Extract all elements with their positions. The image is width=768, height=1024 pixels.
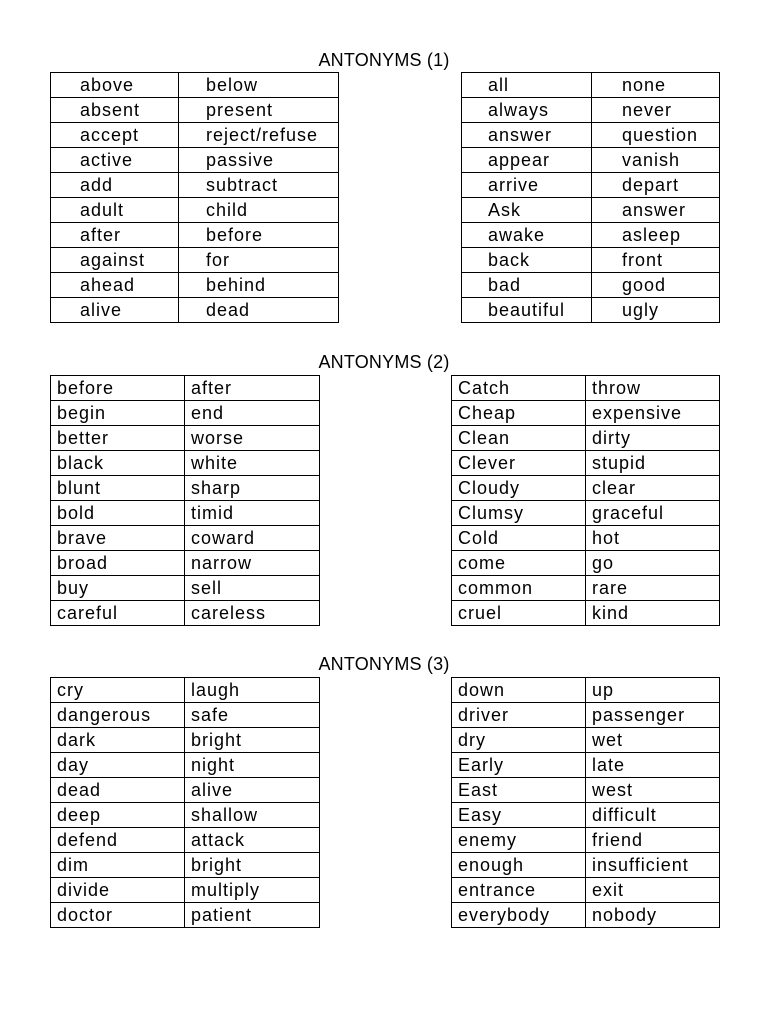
word-cell: broad <box>51 551 185 576</box>
antonym-cell: wet <box>586 728 720 753</box>
antonym-cell: bright <box>185 728 320 753</box>
word-cell: dark <box>51 728 185 753</box>
word-cell: come <box>452 551 586 576</box>
word-cell: before <box>51 376 185 401</box>
antonym-pair-row <box>51 526 320 551</box>
antonym-cell: end <box>185 401 320 426</box>
antonym-pair-row <box>452 401 720 426</box>
word-cell: East <box>452 778 586 803</box>
antonym-pair-row <box>452 703 720 728</box>
antonym-cell: careless <box>185 601 320 626</box>
antonym-pair-row <box>452 451 720 476</box>
word-cell: bold <box>51 501 185 526</box>
word-cell: cruel <box>452 601 586 626</box>
antonym-pair-row <box>51 601 320 626</box>
word-cell: above <box>51 73 179 98</box>
antonym-pair-row <box>452 728 720 753</box>
word-cell: active <box>51 148 179 173</box>
antonym-pair-row <box>51 198 339 223</box>
antonym-cell: subtract <box>179 173 339 198</box>
antonym-cell: narrow <box>185 551 320 576</box>
antonym-pair-row <box>51 828 320 853</box>
antonym-pair-row <box>462 298 720 323</box>
antonym-cell: passenger <box>586 703 720 728</box>
word-cell: better <box>51 426 185 451</box>
word-cell: Early <box>452 753 586 778</box>
word-cell: Easy <box>452 803 586 828</box>
antonym-cell: asleep <box>592 223 720 248</box>
antonym-pair-row <box>51 223 339 248</box>
antonym-pair-row <box>452 426 720 451</box>
antonym-pair-row <box>51 376 320 401</box>
antonym-pair-row <box>51 476 320 501</box>
antonym-cell: shallow <box>185 803 320 828</box>
antonym-pair-row <box>452 778 720 803</box>
antonym-pair-row <box>462 248 720 273</box>
antonym-cell: sell <box>185 576 320 601</box>
antonym-cell: dead <box>179 298 339 323</box>
antonym-pair-row <box>452 376 720 401</box>
word-cell: down <box>452 678 586 703</box>
antonym-pair-row <box>51 98 339 123</box>
antonym-pair-row <box>51 273 339 298</box>
word-cell: cry <box>51 678 185 703</box>
antonym-pair-row <box>51 803 320 828</box>
word-cell: after <box>51 223 179 248</box>
antonym-cell: present <box>179 98 339 123</box>
antonym-cell: alive <box>185 778 320 803</box>
antonym-pair-row <box>462 123 720 148</box>
word-cell: against <box>51 248 179 273</box>
word-cell: appear <box>462 148 592 173</box>
section-title: ANTONYMS (2) <box>318 352 450 372</box>
antonym-pair-row <box>51 728 320 753</box>
word-cell: deep <box>51 803 185 828</box>
word-cell: absent <box>51 98 179 123</box>
antonym-cell: exit <box>586 878 720 903</box>
antonym-cell: for <box>179 248 339 273</box>
antonym-pair-row <box>51 501 320 526</box>
antonym-table-right <box>451 375 720 626</box>
antonym-pair-row <box>452 576 720 601</box>
word-cell: awake <box>462 223 592 248</box>
antonym-pair-row <box>452 903 720 928</box>
antonym-cell: good <box>592 273 720 298</box>
antonym-cell: safe <box>185 703 320 728</box>
word-cell: defend <box>51 828 185 853</box>
antonym-cell: below <box>179 73 339 98</box>
antonym-cell: reject/refuse <box>179 123 339 148</box>
antonym-cell: patient <box>185 903 320 928</box>
antonym-cell: question <box>592 123 720 148</box>
word-cell: buy <box>51 576 185 601</box>
word-cell: dead <box>51 778 185 803</box>
word-cell: black <box>51 451 185 476</box>
section-title: ANTONYMS (1) <box>318 50 450 70</box>
antonym-pair-row <box>452 753 720 778</box>
antonym-pair-row <box>51 451 320 476</box>
antonym-table-right <box>451 677 720 928</box>
word-cell: day <box>51 753 185 778</box>
antonym-pair-row <box>51 298 339 323</box>
antonym-pair-row <box>462 198 720 223</box>
antonym-table-left <box>50 677 320 928</box>
antonym-pair-row <box>462 98 720 123</box>
word-cell: dim <box>51 853 185 878</box>
antonym-pair-row <box>51 778 320 803</box>
antonym-pair-row <box>452 476 720 501</box>
word-cell: Clean <box>452 426 586 451</box>
antonym-pair-row <box>51 401 320 426</box>
antonym-cell: front <box>592 248 720 273</box>
word-cell: bad <box>462 273 592 298</box>
antonym-pair-row <box>462 273 720 298</box>
antonym-pair-row <box>51 678 320 703</box>
antonym-pair-row <box>462 173 720 198</box>
antonym-cell: laugh <box>185 678 320 703</box>
antonym-pair-row <box>51 703 320 728</box>
antonym-cell: timid <box>185 501 320 526</box>
word-cell: add <box>51 173 179 198</box>
antonym-cell: attack <box>185 828 320 853</box>
word-cell: dry <box>452 728 586 753</box>
antonym-cell: rare <box>586 576 720 601</box>
antonym-cell: none <box>592 73 720 98</box>
antonym-cell: expensive <box>586 401 720 426</box>
antonym-table-left <box>50 72 339 323</box>
antonym-cell: passive <box>179 148 339 173</box>
antonym-cell: before <box>179 223 339 248</box>
antonym-pair-row <box>452 878 720 903</box>
antonym-cell: vanish <box>592 148 720 173</box>
antonym-cell: throw <box>586 376 720 401</box>
antonym-pair-row <box>51 123 339 148</box>
antonym-pair-row <box>51 551 320 576</box>
antonym-pair-row <box>462 223 720 248</box>
antonym-cell: dirty <box>586 426 720 451</box>
word-cell: beautiful <box>462 298 592 323</box>
word-cell: common <box>452 576 586 601</box>
antonym-cell: after <box>185 376 320 401</box>
antonym-pair-row <box>51 903 320 928</box>
word-cell: dangerous <box>51 703 185 728</box>
word-cell: blunt <box>51 476 185 501</box>
word-cell: divide <box>51 878 185 903</box>
word-cell: doctor <box>51 903 185 928</box>
antonym-pair-row <box>452 853 720 878</box>
word-cell: Ask <box>462 198 592 223</box>
antonym-pair-row <box>462 148 720 173</box>
word-cell: everybody <box>452 903 586 928</box>
word-cell: Clumsy <box>452 501 586 526</box>
word-cell: arrive <box>462 173 592 198</box>
antonym-cell: behind <box>179 273 339 298</box>
antonym-pair-row <box>452 678 720 703</box>
antonym-cell: west <box>586 778 720 803</box>
antonym-table-right <box>461 72 720 323</box>
antonym-pair-row <box>452 601 720 626</box>
antonym-cell: stupid <box>586 451 720 476</box>
section-title: ANTONYMS (3) <box>318 654 450 674</box>
word-cell: driver <box>452 703 586 728</box>
antonym-cell: coward <box>185 526 320 551</box>
word-cell: adult <box>51 198 179 223</box>
antonym-pair-row <box>51 73 339 98</box>
word-cell: entrance <box>452 878 586 903</box>
antonym-pair-row <box>51 853 320 878</box>
antonym-pair-row <box>51 148 339 173</box>
antonym-cell: friend <box>586 828 720 853</box>
antonym-cell: kind <box>586 601 720 626</box>
word-cell: brave <box>51 526 185 551</box>
antonym-cell: up <box>586 678 720 703</box>
antonym-cell: worse <box>185 426 320 451</box>
word-cell: accept <box>51 123 179 148</box>
word-cell: Cold <box>452 526 586 551</box>
antonym-cell: sharp <box>185 476 320 501</box>
antonym-cell: graceful <box>586 501 720 526</box>
word-cell: ahead <box>51 273 179 298</box>
antonym-cell: never <box>592 98 720 123</box>
antonym-cell: ugly <box>592 298 720 323</box>
antonym-pair-row <box>462 73 720 98</box>
word-cell: Cheap <box>452 401 586 426</box>
word-cell: alive <box>51 298 179 323</box>
word-cell: careful <box>51 601 185 626</box>
antonym-pair-row <box>51 426 320 451</box>
antonym-cell: hot <box>586 526 720 551</box>
antonym-cell: answer <box>592 198 720 223</box>
antonym-pair-row <box>51 753 320 778</box>
word-cell: always <box>462 98 592 123</box>
word-cell: Cloudy <box>452 476 586 501</box>
antonym-cell: night <box>185 753 320 778</box>
antonym-cell: difficult <box>586 803 720 828</box>
antonym-cell: white <box>185 451 320 476</box>
antonym-cell: nobody <box>586 903 720 928</box>
word-cell: enough <box>452 853 586 878</box>
antonym-cell: bright <box>185 853 320 878</box>
word-cell: all <box>462 73 592 98</box>
antonym-pair-row <box>51 248 339 273</box>
antonym-pair-row <box>51 878 320 903</box>
antonym-pair-row <box>452 803 720 828</box>
word-cell: Catch <box>452 376 586 401</box>
antonym-cell: depart <box>592 173 720 198</box>
antonym-pair-row <box>452 526 720 551</box>
antonym-pair-row <box>452 501 720 526</box>
word-cell: Clever <box>452 451 586 476</box>
antonym-cell: child <box>179 198 339 223</box>
antonym-pair-row <box>51 173 339 198</box>
antonym-cell: clear <box>586 476 720 501</box>
antonym-cell: go <box>586 551 720 576</box>
antonym-pair-row <box>452 828 720 853</box>
antonym-pair-row <box>51 576 320 601</box>
antonym-cell: late <box>586 753 720 778</box>
antonym-cell: insufficient <box>586 853 720 878</box>
antonym-table-left <box>50 375 320 626</box>
word-cell: back <box>462 248 592 273</box>
word-cell: enemy <box>452 828 586 853</box>
antonym-cell: multiply <box>185 878 320 903</box>
word-cell: begin <box>51 401 185 426</box>
antonym-pair-row <box>452 551 720 576</box>
word-cell: answer <box>462 123 592 148</box>
